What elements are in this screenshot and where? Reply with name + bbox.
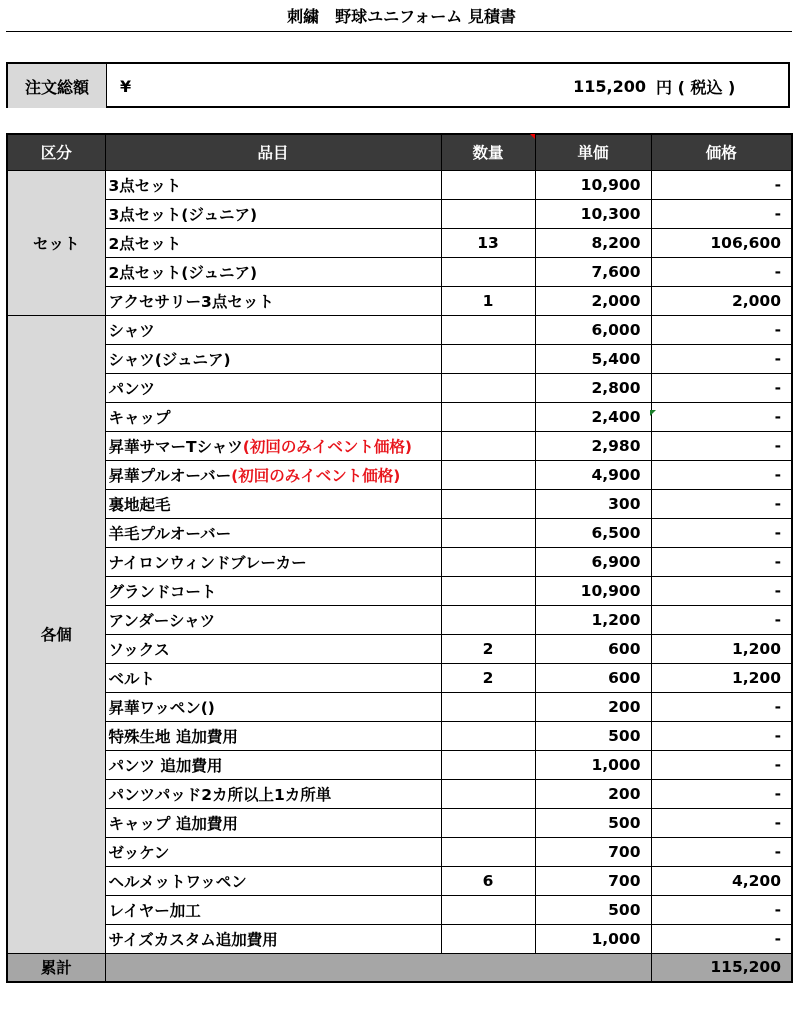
price-cell[interactable]: 106,600 — [651, 228, 792, 257]
price-cell[interactable]: - — [651, 692, 792, 721]
header-category: 区分 — [7, 134, 105, 170]
table-row — [7, 547, 792, 576]
item-cell[interactable] — [105, 837, 441, 866]
table-row — [7, 373, 792, 402]
table-row — [7, 692, 792, 721]
unit-price-cell[interactable]: 200 — [535, 692, 651, 721]
estimate-table — [6, 133, 793, 983]
order-total-label: 注文総額 — [8, 64, 107, 108]
price-cell[interactable]: - — [651, 373, 792, 402]
unit-price-cell[interactable]: 2,000 — [535, 286, 651, 315]
quantity-cell[interactable] — [441, 315, 535, 344]
item-cell[interactable] — [105, 373, 441, 402]
price-cell[interactable]: 1,200 — [651, 663, 792, 692]
price-cell[interactable]: - — [651, 750, 792, 779]
quantity-cell[interactable]: 13 — [441, 228, 535, 257]
table-row — [7, 837, 792, 866]
item-cell[interactable] — [105, 750, 441, 779]
price-cell[interactable]: - — [651, 924, 792, 953]
item-name: 裏地起毛 — [108, 495, 171, 514]
summary-total[interactable]: 115,200 — [651, 953, 792, 982]
item-cell[interactable] — [105, 692, 441, 721]
item-cell[interactable] — [105, 199, 441, 228]
unit-price-cell[interactable]: 2,800 — [535, 373, 651, 402]
unit-price-cell[interactable]: 600 — [535, 663, 651, 692]
quantity-cell[interactable] — [441, 924, 535, 953]
price-cell[interactable]: 1,200 — [651, 634, 792, 663]
item-name: シャツ(ジュニア) — [108, 350, 231, 369]
header-row — [7, 134, 792, 170]
table-row — [7, 750, 792, 779]
price-cell[interactable]: - — [651, 808, 792, 837]
quantity-cell[interactable]: 1 — [441, 286, 535, 315]
unit-price-cell[interactable]: 6,500 — [535, 518, 651, 547]
item-name: 特殊生地 追加費用 — [108, 727, 238, 746]
error-indicator-marker — [650, 410, 656, 416]
quantity-cell[interactable] — [441, 257, 535, 286]
header-item: 品目 — [105, 134, 441, 170]
quantity-cell[interactable] — [441, 402, 535, 431]
item-name: グランドコート — [108, 582, 217, 601]
item-cell[interactable] — [105, 344, 441, 373]
table-row — [7, 460, 792, 489]
table-row — [7, 431, 792, 460]
price-cell[interactable]: - — [651, 344, 792, 373]
unit-price-cell[interactable]: 2,980 — [535, 431, 651, 460]
table-row — [7, 228, 792, 257]
item-note: (初回のみイベント価格) — [242, 437, 412, 456]
table-row — [7, 402, 792, 431]
price-cell[interactable]: - — [651, 402, 792, 431]
unit-price-cell[interactable]: 500 — [535, 895, 651, 924]
quantity-cell[interactable] — [441, 692, 535, 721]
price-cell[interactable]: - — [651, 489, 792, 518]
quantity-cell[interactable] — [441, 373, 535, 402]
table-row — [7, 257, 792, 286]
item-name: 3点セット — [108, 176, 182, 195]
table-row — [7, 895, 792, 924]
price-cell[interactable]: - — [651, 315, 792, 344]
unit-price-cell[interactable]: 1,000 — [535, 924, 651, 953]
unit-price-cell[interactable]: 500 — [535, 721, 651, 750]
item-name: 2点セット(ジュニア) — [108, 263, 258, 282]
quantity-cell[interactable] — [441, 721, 535, 750]
unit-price-cell[interactable]: 10,900 — [535, 576, 651, 605]
item-name: ベルト — [108, 669, 156, 688]
item-cell[interactable] — [105, 547, 441, 576]
item-name: ソックス — [108, 640, 170, 659]
item-cell[interactable] — [105, 431, 441, 460]
unit-price-cell[interactable]: 700 — [535, 837, 651, 866]
quantity-cell[interactable] — [441, 605, 535, 634]
price-cell[interactable]: - — [651, 779, 792, 808]
unit-price-cell[interactable]: 8,200 — [535, 228, 651, 257]
item-name: 3点セット(ジュニア) — [108, 205, 258, 224]
table-row — [7, 663, 792, 692]
price-cell[interactable]: - — [651, 431, 792, 460]
price-cell[interactable]: - — [651, 721, 792, 750]
price-cell[interactable]: - — [651, 518, 792, 547]
category-cell: セット — [7, 170, 105, 315]
table-row — [7, 286, 792, 315]
item-cell[interactable] — [105, 460, 441, 489]
table-row — [7, 344, 792, 373]
quantity-cell[interactable] — [441, 344, 535, 373]
table-row — [7, 924, 792, 953]
table-row — [7, 518, 792, 547]
table-row — [7, 634, 792, 663]
header-unit-price: 単価 — [535, 134, 651, 170]
unit-price-cell[interactable]: 7,600 — [535, 257, 651, 286]
unit-price-cell[interactable]: 1,200 — [535, 605, 651, 634]
table-row — [7, 170, 792, 199]
item-name: レイヤー加工 — [108, 901, 201, 920]
quantity-cell[interactable] — [441, 779, 535, 808]
item-name: パンツパッド2カ所以上1カ所単 — [108, 785, 332, 804]
item-name: シャツ — [108, 321, 155, 340]
item-cell[interactable] — [105, 402, 441, 431]
unit-price-cell[interactable]: 500 — [535, 808, 651, 837]
order-total-unit: 円 ( 税込 ) — [656, 77, 736, 97]
category-cell: 各個 — [7, 315, 105, 953]
item-cell[interactable] — [105, 518, 441, 547]
item-note: (初回のみイベント価格) — [231, 466, 401, 485]
item-name: アクセサリー3点セット — [108, 292, 274, 311]
quantity-cell[interactable] — [441, 431, 535, 460]
table-row — [7, 199, 792, 228]
item-name: 昇華ワッペン() — [108, 698, 215, 717]
price-cell[interactable]: - — [651, 605, 792, 634]
price-cell[interactable]: - — [651, 460, 792, 489]
table-body — [7, 170, 792, 982]
item-name: ヘルメットワッペン — [108, 872, 247, 891]
item-name: 2点セット — [108, 234, 182, 253]
unit-price-cell[interactable]: 10,300 — [535, 199, 651, 228]
unit-price-cell[interactable]: 6,900 — [535, 547, 651, 576]
quantity-cell[interactable] — [441, 489, 535, 518]
table-row — [7, 315, 792, 344]
item-name: サイズカスタム追加費用 — [108, 930, 278, 949]
unit-price-cell[interactable]: 300 — [535, 489, 651, 518]
price-cell[interactable]: - — [651, 199, 792, 228]
item-name: キャップ 追加費用 — [108, 814, 238, 833]
quantity-cell[interactable] — [441, 750, 535, 779]
price-cell[interactable]: - — [651, 895, 792, 924]
quantity-cell[interactable] — [441, 808, 535, 837]
quantity-cell[interactable] — [441, 460, 535, 489]
unit-price-cell[interactable]: 6,000 — [535, 315, 651, 344]
table-row — [7, 489, 792, 518]
price-cell[interactable]: - — [651, 257, 792, 286]
unit-price-cell[interactable]: 10,900 — [535, 170, 651, 199]
currency-symbol: ¥ — [120, 76, 132, 96]
item-cell[interactable] — [105, 576, 441, 605]
item-cell[interactable] — [105, 605, 441, 634]
quantity-cell[interactable]: 2 — [441, 634, 535, 663]
unit-price-cell[interactable]: 600 — [535, 634, 651, 663]
quantity-cell[interactable] — [441, 837, 535, 866]
table-row — [7, 779, 792, 808]
quantity-cell[interactable] — [441, 576, 535, 605]
quantity-cell[interactable] — [441, 518, 535, 547]
item-cell[interactable] — [105, 808, 441, 837]
unit-price-cell[interactable]: 2,400 — [535, 402, 651, 431]
item-name: パンツ 追加費用 — [108, 756, 223, 775]
unit-price-cell[interactable]: 5,400 — [535, 344, 651, 373]
item-cell[interactable] — [105, 228, 441, 257]
item-cell[interactable] — [105, 286, 441, 315]
item-name: ナイロンウィンドブレーカー — [108, 553, 307, 572]
item-cell[interactable] — [105, 779, 441, 808]
summary-row — [7, 953, 792, 982]
table-row — [7, 721, 792, 750]
comment-marker — [530, 134, 535, 139]
item-name: キャップ — [108, 408, 171, 427]
price-cell[interactable]: - — [651, 576, 792, 605]
item-cell[interactable] — [105, 257, 441, 286]
header-quantity: 数量 — [441, 134, 535, 170]
order-total-amount[interactable]: 115,200 — [573, 76, 646, 96]
price-cell[interactable]: 4,200 — [651, 866, 792, 895]
item-name: ゼッケン — [108, 843, 170, 862]
page-title: 刺繍 野球ユニフォーム 見積書 — [287, 7, 516, 26]
item-name: パンツ — [108, 379, 156, 398]
quantity-cell[interactable] — [441, 170, 535, 199]
item-cell[interactable] — [105, 663, 441, 692]
quantity-cell[interactable] — [441, 199, 535, 228]
table-row — [7, 808, 792, 837]
price-cell[interactable]: - — [651, 170, 792, 199]
quantity-cell[interactable] — [441, 547, 535, 576]
order-total-box — [6, 62, 790, 108]
unit-price-cell[interactable]: 1,000 — [535, 750, 651, 779]
item-name: 羊毛プルオーバー — [108, 524, 232, 543]
item-cell[interactable] — [105, 895, 441, 924]
summary-blank — [105, 953, 651, 982]
item-cell[interactable] — [105, 721, 441, 750]
item-name: 昇華プルオーバー — [108, 466, 232, 485]
quantity-cell[interactable] — [441, 895, 535, 924]
item-cell[interactable] — [105, 489, 441, 518]
title-divider — [6, 31, 792, 32]
table-row — [7, 605, 792, 634]
price-cell[interactable]: 2,000 — [651, 286, 792, 315]
table-row — [7, 866, 792, 895]
quantity-cell[interactable]: 6 — [441, 866, 535, 895]
header-price: 価格 — [651, 134, 792, 170]
unit-price-cell[interactable]: 4,900 — [535, 460, 651, 489]
item-cell[interactable] — [105, 315, 441, 344]
price-cell[interactable]: - — [651, 547, 792, 576]
quantity-cell[interactable]: 2 — [441, 663, 535, 692]
unit-price-cell[interactable]: 200 — [535, 779, 651, 808]
unit-price-cell[interactable]: 700 — [535, 866, 651, 895]
item-name: 昇華サマーTシャツ — [108, 437, 243, 456]
summary-label: 累計 — [7, 953, 105, 982]
item-name: アンダーシャツ — [108, 611, 216, 630]
item-cell[interactable] — [105, 924, 441, 953]
table-row — [7, 576, 792, 605]
item-cell[interactable] — [105, 866, 441, 895]
item-cell[interactable] — [105, 170, 441, 199]
price-cell[interactable]: - — [651, 837, 792, 866]
item-cell[interactable] — [105, 634, 441, 663]
